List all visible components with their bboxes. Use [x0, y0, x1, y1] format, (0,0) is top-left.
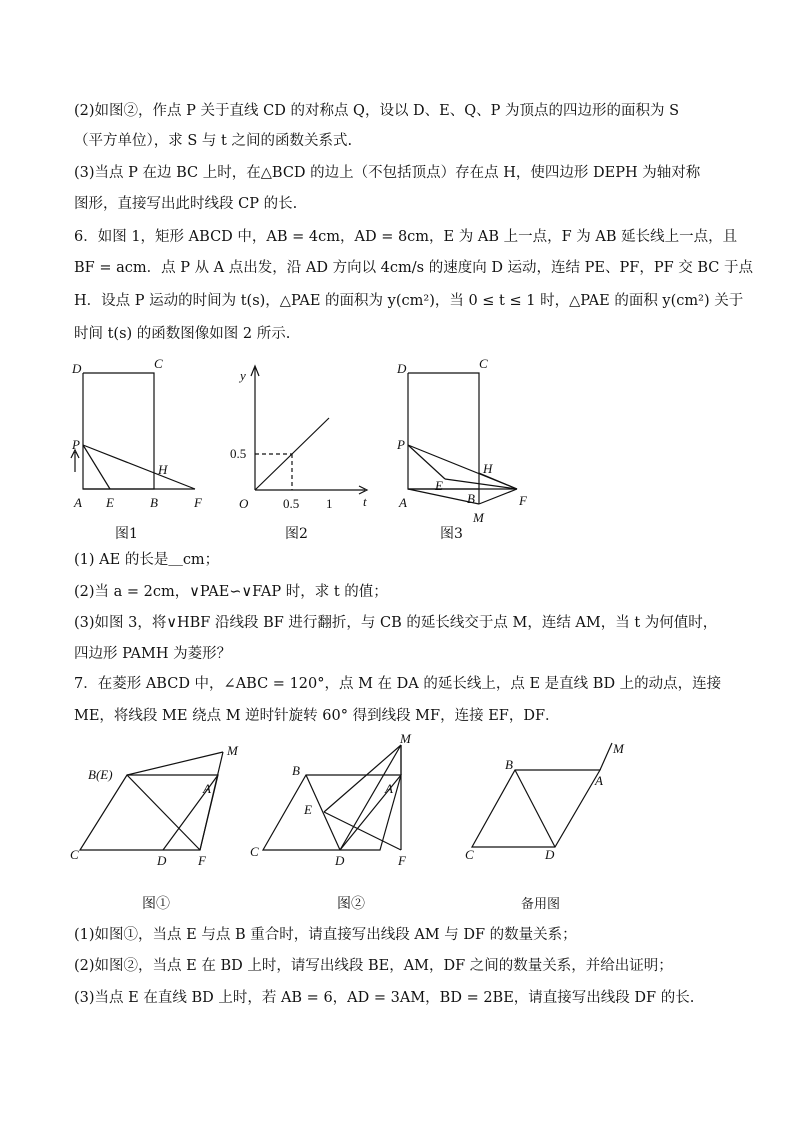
q7-stem-line2: ME，将线段 ME 绕点 M 逆时针旋转 60° 得到线段 MF，连接 EF，DF． [74, 708, 560, 724]
label-A: A [203, 781, 211, 796]
label-C: C [154, 356, 163, 371]
label-P: P [72, 437, 80, 452]
label-C: C [250, 844, 259, 859]
label-F: F [398, 853, 406, 868]
q6-fig2-caption: 图2 [285, 526, 308, 542]
tick-y-0.5: 0.5 [230, 446, 247, 461]
label-M: M [227, 743, 238, 758]
q6-figure-3 [395, 356, 535, 530]
q6-stem-line2: BF = acm．点 P 从 A 点出发，沿 AD 方向以 4cm/s 的速度向 D 运动，连结 PE、PF，PF 交 BC 于点 [74, 260, 753, 276]
q6-figure-1 [70, 356, 210, 510]
q6-fig1-caption: 图1 [115, 526, 138, 542]
label-M: M [400, 731, 411, 746]
label-D: D [545, 847, 555, 862]
label-C: C [70, 847, 79, 862]
label-P: P [397, 437, 405, 452]
axis-label-t: t [363, 494, 367, 509]
label-H: H [483, 461, 493, 476]
series-line [255, 418, 329, 490]
origin-O: O [239, 496, 249, 511]
label-E: E [304, 802, 312, 817]
q7-stem-line1: 7．在菱形 ABCD 中，∠ABC = 120°，点 M 在 DA 的延长线上，点 E 是直线 BD 上的动点，连接 [74, 676, 722, 692]
q6-part3-line2: 四边形 PAMH 为菱形？ [74, 646, 232, 662]
label-D: D [397, 361, 407, 376]
q6-stem-line3: H．设点 P 运动的时间为 t(s)，△PAE 的面积为 y(cm²)，当 0 ≤ t ≤ 1 时，△PAE 的面积 y(cm²) 关于 [74, 293, 744, 309]
label-D: D [72, 361, 82, 376]
q6-figure-2-chart [225, 360, 375, 510]
q7-part3: (3)当点 E 在直线 BD 上时，若 AB = 6，AD = 3AM，BD = 2BE，请直接写出线段 DF 的长. [74, 990, 695, 1006]
label-E: E [435, 478, 443, 493]
label-B-E: B(E) [88, 767, 113, 782]
label-D: D [335, 853, 345, 868]
q7-figure-backup [460, 735, 640, 870]
label-B: B [505, 757, 513, 772]
label-F: F [194, 495, 202, 510]
q5-part2-line2: （平方单位），求 S 与 t 之间的函数关系式. [74, 133, 353, 149]
q7-part2: (2)如图②，当点 E 在 BD 上时，请写出线段 BE，AM，DF 之间的数量关系，并给出证明； [74, 958, 673, 974]
label-A: A [74, 495, 82, 510]
label-C: C [479, 356, 488, 371]
q6-stem-line1: 6．如图 1，矩形 ABCD 中，AB = 4cm，AD = 8cm，E 为 AB 上一点，F 为 AB 延长线上一点，且 [74, 229, 738, 245]
label-E: E [106, 495, 114, 510]
label-H: H [158, 462, 168, 477]
tick-x-1: 1 [326, 496, 333, 511]
tick-x-0.5: 0.5 [283, 496, 300, 511]
label-M: M [473, 510, 484, 525]
q6-fig3-caption: 图3 [440, 526, 463, 542]
label-B: B [292, 763, 300, 778]
label-M: M [613, 741, 624, 756]
label-B: B [150, 495, 158, 510]
q7-part1: (1)如图①，当点 E 与点 B 重合时，请直接写出线段 AM 与 DF 的数量关系； [74, 927, 577, 943]
q7-backup-caption: 备用图 [521, 897, 561, 912]
q6-stem-line4: 时间 t(s) 的函数图像如图 2 所示. [74, 326, 291, 342]
label-A: A [399, 495, 407, 510]
label-A: A [595, 773, 603, 788]
q7-fig2-caption: 图② [337, 896, 365, 912]
q7-fig1-caption: 图① [142, 896, 170, 912]
label-A: A [385, 781, 393, 796]
axis-label-y: y [240, 368, 246, 383]
q5-part2-line1: (2)如图②，作点 P 关于直线 CD 的对称点 Q，设以 D、E、Q、P 为顶点的四边形的面积为 S [74, 103, 680, 119]
q5-part3-line2: 图形，直接写出此时线段 CP 的长. [74, 196, 298, 212]
q7-figure-2 [250, 731, 430, 870]
label-F: F [519, 493, 527, 508]
label-D: D [157, 853, 167, 868]
label-F: F [198, 853, 206, 868]
q6-part3-line1: (3)如图 3，将∨HBF 沿线段 BF 进行翻折，与 CB 的延长线交于点 M，连结 AM，当 t 为何值时， [74, 615, 718, 631]
label-C: C [465, 847, 474, 862]
q6-part1: (1) AE 的长是＿cm； [74, 552, 220, 568]
label-B: B [467, 491, 475, 506]
q6-part2: (2)当 a = 2cm，∨PAE∽∨FAP 时，求 t 的值； [74, 584, 388, 600]
q5-part3-line1: (3)当点 P 在边 BC 上时，在△BCD 的边上（不包括顶点）存在点 H，使四边形 DEPH 为轴对称 [74, 165, 701, 181]
q7-figure-1 [70, 735, 250, 870]
